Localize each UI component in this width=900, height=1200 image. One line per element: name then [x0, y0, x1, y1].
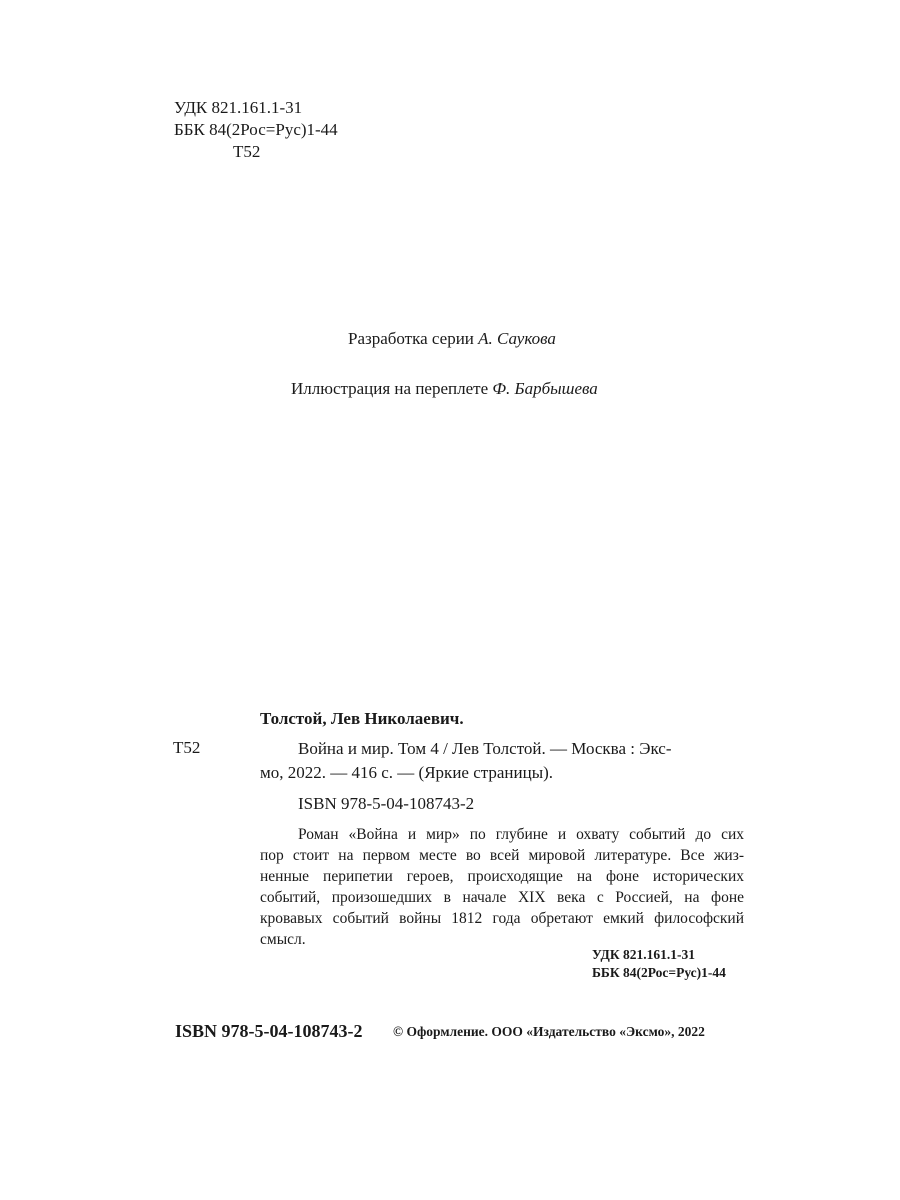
annotation-line: событий, произошедших в начале XIX века с Россией, на фоне [260, 889, 744, 906]
illustration-credit-label: Иллюстрация на переплете [291, 379, 493, 398]
annotation-line: кровавых событий войны 1812 года обретают емкий философский [260, 910, 744, 927]
footer-copyright: © Оформление. ООО «Издательство «Эксмо», 2022 [393, 1024, 705, 1039]
annotation [260, 824, 744, 950]
bib-entry-line: мо, 2022. — 416 с. — (Яркие страницы). [260, 763, 554, 782]
classification-codes-top [174, 97, 338, 163]
illustration-credit-name: Ф. Барбышева [492, 379, 598, 398]
series-credit-name: А. Саукова [478, 329, 556, 348]
classification-codes-bottom [592, 946, 726, 982]
bib-author-mark: Т52 [173, 738, 201, 757]
illustration-credit [291, 378, 598, 400]
footer-isbn: ISBN 978-5-04-108743-2 [175, 1021, 363, 1041]
annotation-line: смысл. [260, 931, 306, 948]
bbk-code: ББК 84(2Рос=Рус)1-44 [174, 120, 338, 139]
udk-code: УДК 821.161.1-31 [174, 98, 303, 117]
author-mark: Т52 [233, 142, 261, 161]
bib-entry [260, 737, 738, 785]
bib-isbn: ISBN 978-5-04-108743-2 [298, 794, 475, 813]
bib-author: Толстой, Лев Николаевич. [260, 709, 464, 728]
annotation-line: Роман «Война и мир» по глубине и охвату событий до сих [298, 826, 744, 843]
series-credit-label: Разработка серии [348, 329, 479, 348]
series-credit [348, 328, 556, 350]
annotation-line: пор стоит на первом месте во всей мировой литературе. Все жиз- [260, 847, 744, 864]
bbk-code: ББК 84(2Рос=Рус)1-44 [592, 965, 726, 980]
bib-entry-line: Война и мир. Том 4 / Лев Толстой. — Москва : Экс- [298, 739, 672, 758]
udk-code: УДК 821.161.1-31 [592, 947, 695, 962]
annotation-line: ненные перипетии героев, происходящие на фоне исторических [260, 868, 744, 885]
